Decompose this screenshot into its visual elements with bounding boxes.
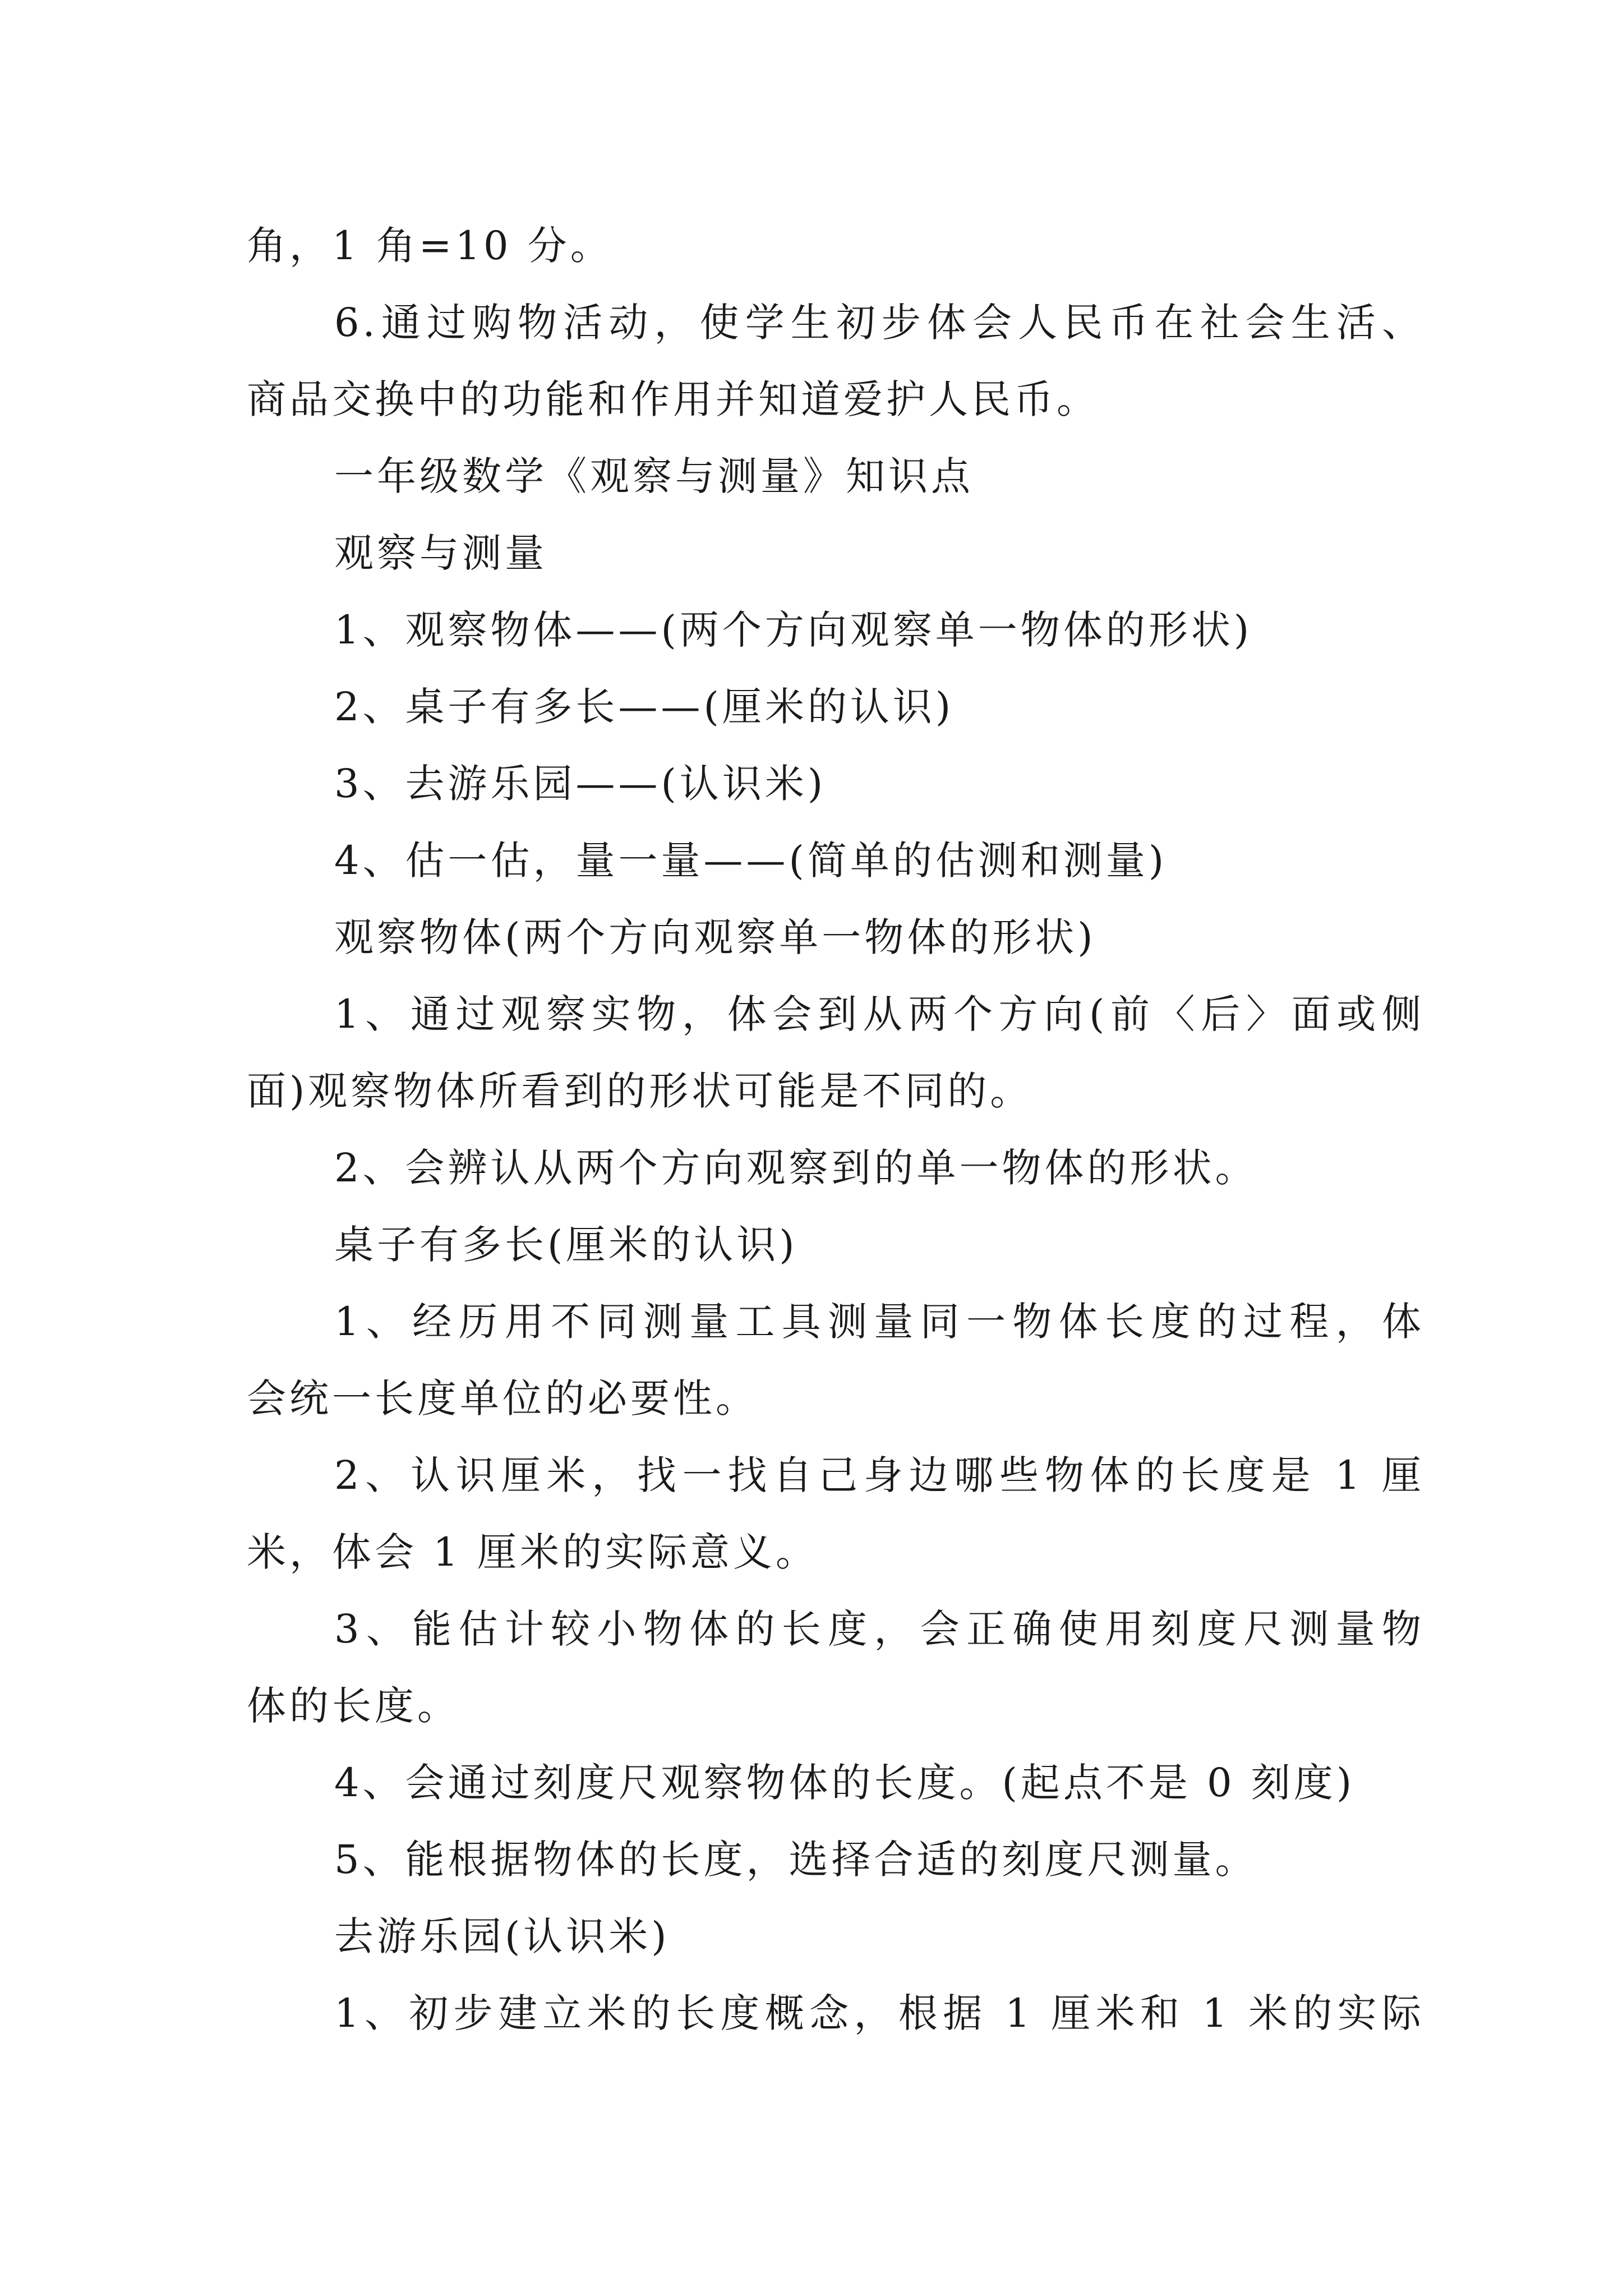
text-line: 1、初步建立米的长度概念，根据 1 厘米和 1 米的实际 [334, 1990, 1424, 2036]
text-line: 1、通过观察实物，体会到从两个方向(前〈后〉面或侧 [334, 991, 1424, 1037]
document-body [247, 208, 1424, 2052]
text-line: 3、去游乐园——(认识米) [334, 761, 827, 807]
text-line: 3、能估计较小物体的长度，会正确使用刻度尺测量物 [334, 1606, 1424, 1652]
text-line: 观察物体(两个方向观察单一物体的形状) [334, 914, 1096, 960]
text-line: 米，体会 1 厘米的实际意义。 [247, 1529, 819, 1575]
text-line: 6.通过购物活动，使学生初步体会人民币在社会生活、 [334, 300, 1424, 346]
text-line: 会统一长度单位的必要性。 [247, 1375, 758, 1421]
text-line: 2、认识厘米，找一找自己身边哪些物体的长度是 1 厘 [334, 1452, 1424, 1498]
text-line: 1、经历用不同测量工具测量同一物体长度的过程，体 [334, 1299, 1424, 1345]
text-line: 4、估一估，量一量——(简单的估测和测量) [334, 838, 1168, 884]
text-line: 观察与测量 [334, 530, 547, 576]
text-line: 角，1 角=10 分。 [247, 223, 613, 269]
text-line: 体的长度。 [247, 1683, 460, 1729]
text-line: 面)观察物体所看到的形状可能是不同的。 [247, 1068, 1033, 1114]
text-line: 2、会辨认从两个方向观察到的单一物体的形状。 [334, 1145, 1258, 1191]
text-line: 去游乐园(认识米) [334, 1913, 670, 1959]
text-line: 桌子有多长(厘米的认识) [334, 1222, 798, 1268]
text-line: 一年级数学《观察与测量》知识点 [334, 453, 974, 499]
text-line: 5、能根据物体的长度，选择合适的刻度尺测量。 [334, 1837, 1258, 1883]
text-line: 2、桌子有多长——(厘米的认识) [334, 684, 955, 730]
text-line: 1、观察物体——(两个方向观察单一物体的形状) [334, 607, 1253, 653]
text-line: 4、会通过刻度尺观察物体的长度。(起点不是 0 刻度) [334, 1760, 1355, 1806]
text-line: 商品交换中的功能和作用并知道爱护人民币。 [247, 376, 1099, 422]
